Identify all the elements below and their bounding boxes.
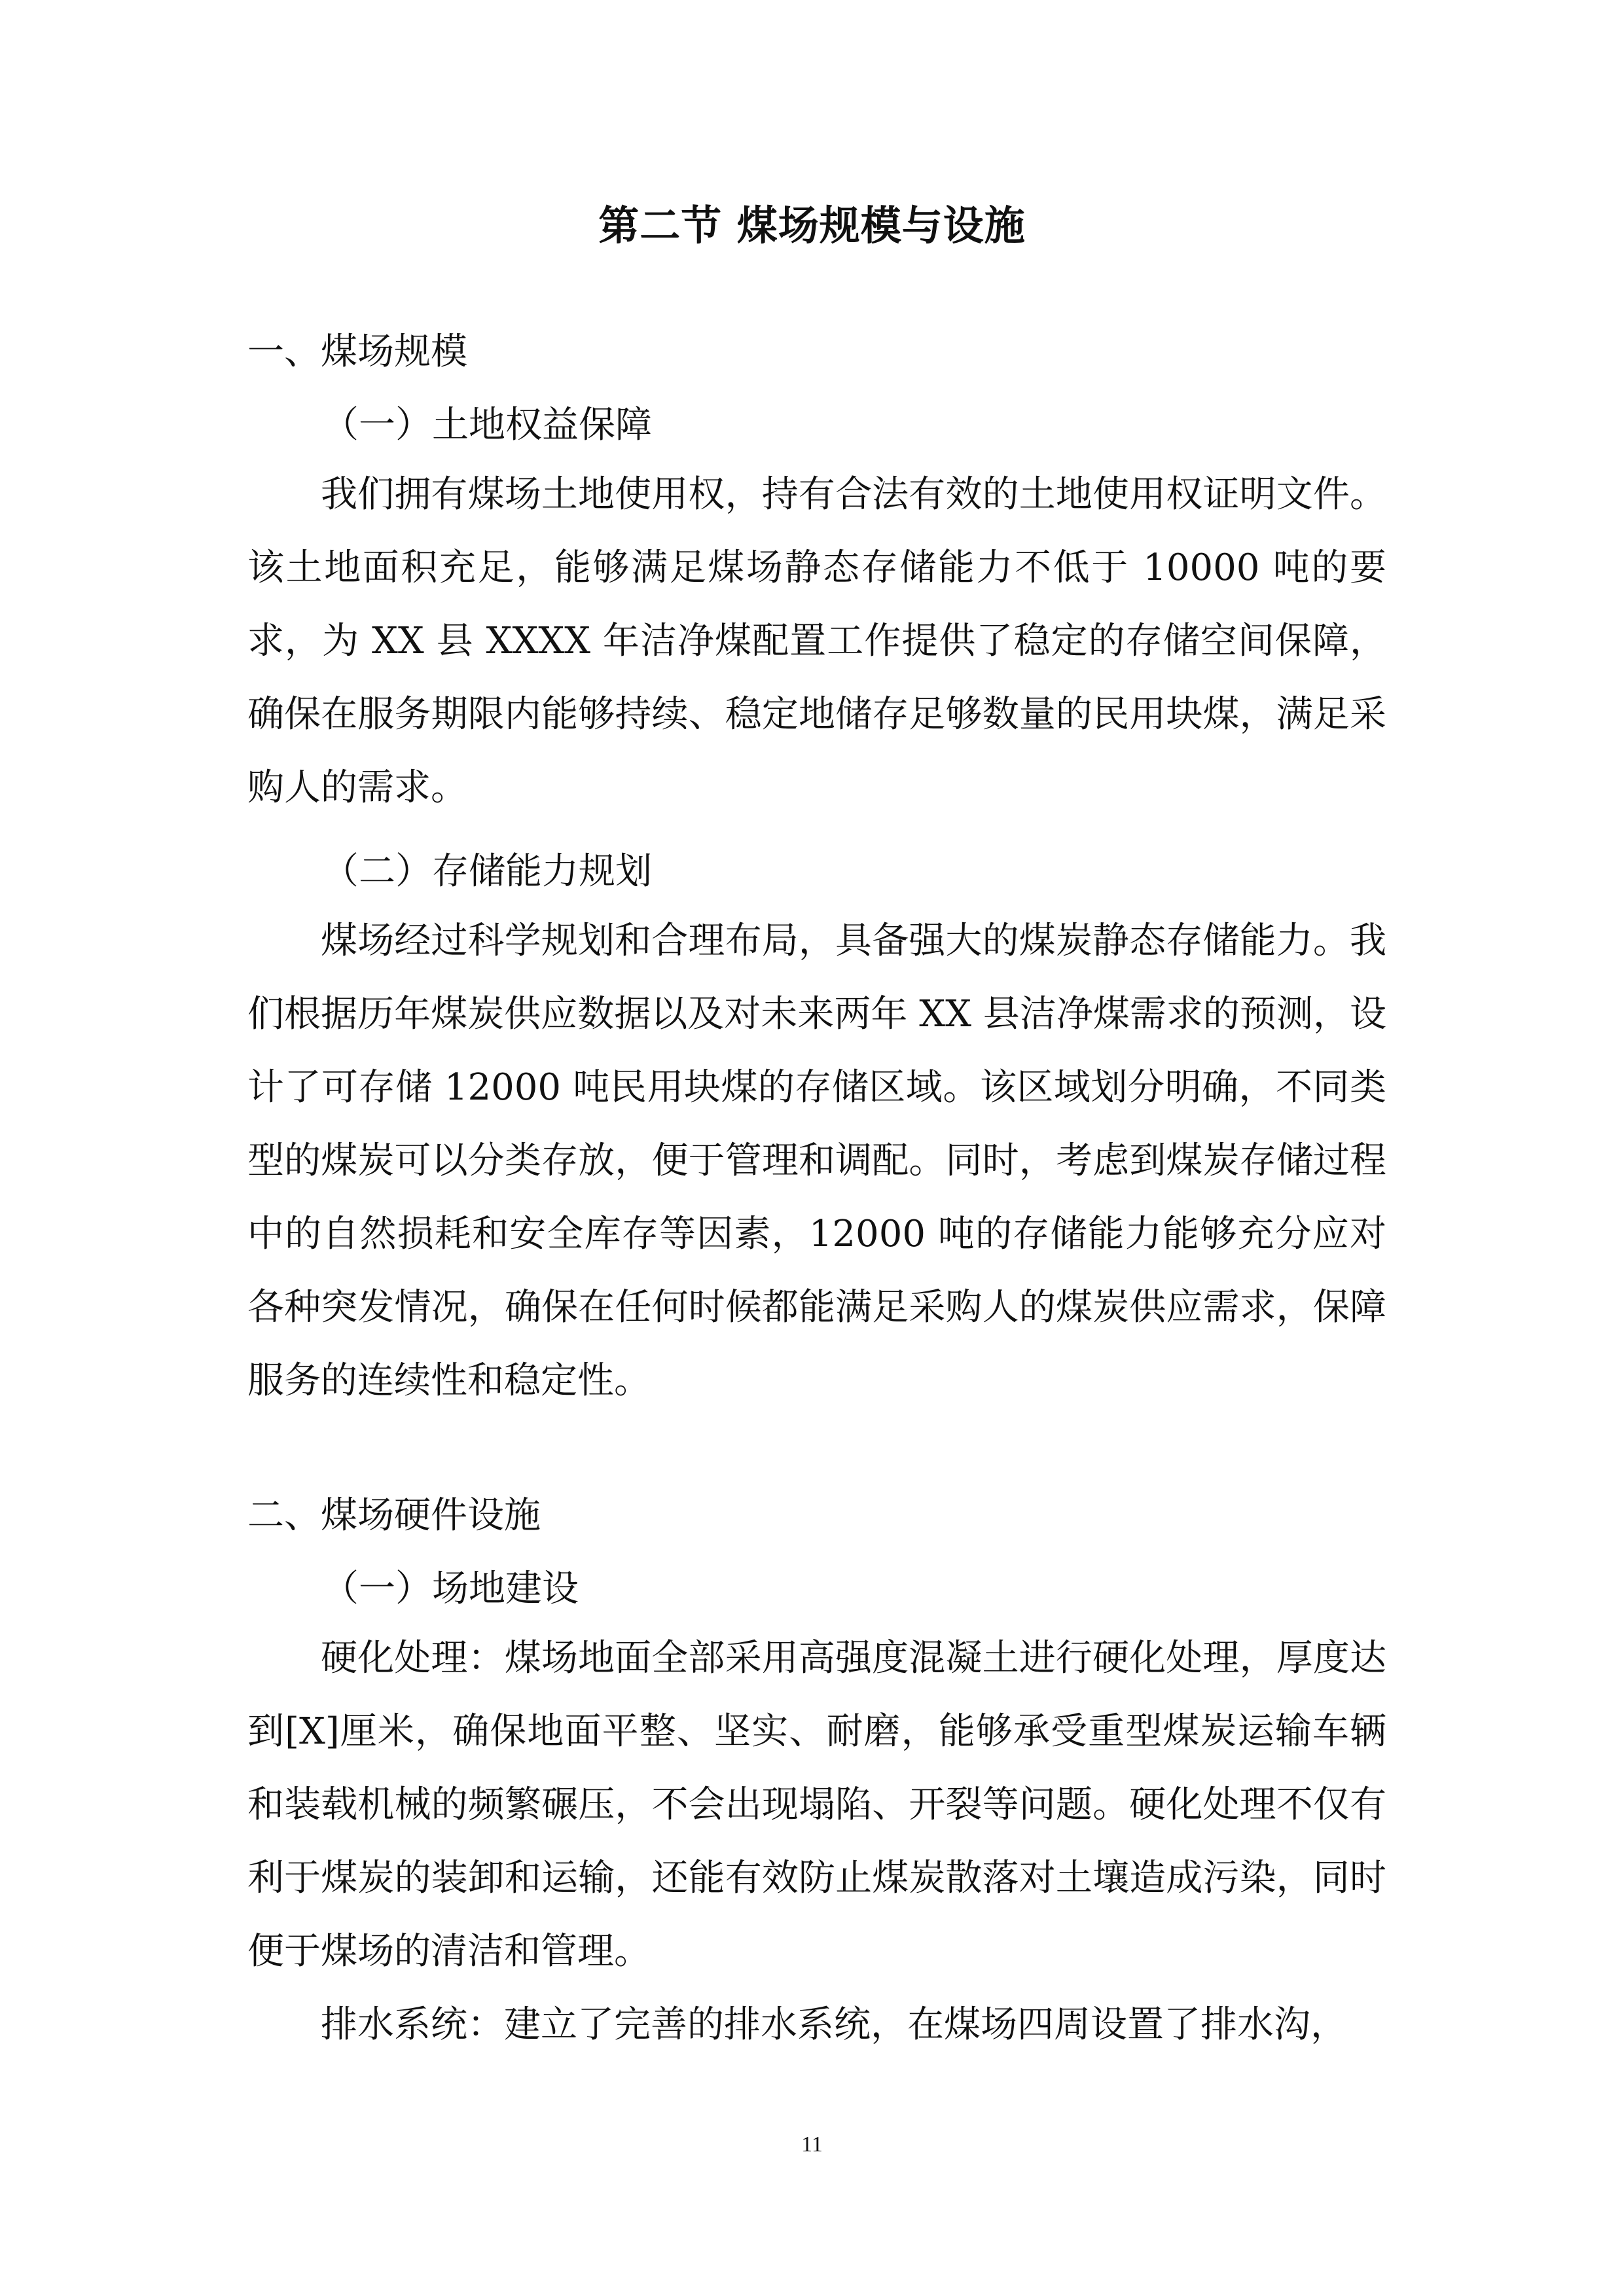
section-title: 第二节 煤场规模与设施 <box>598 202 1026 249</box>
paragraph-land-rights: 我们拥有煤场土地使用权，持有合法有效的土地使用权证明文件。该土地面积充足，能够满足煤场静态存储能力不低于 10000 吨的要求，为 XX 县 XXXX 年洁净煤配置工作提供了稳定的存储空间保障，确保在服务期限内能够持续、稳定地储存足够数量的民用块煤，满足采购人的需求。 <box>247 473 1386 809</box>
heading-coal-yard-scale: 一、煤场规模 <box>247 331 467 373</box>
subheading-site-construction: （一）场地建设 <box>322 1568 579 1610</box>
paragraph-storage-capacity: 煤场经过科学规划和合理布局，具备强大的煤炭静态存储能力。我们根据历年煤炭供应数据以及对未来两年 XX 县洁净煤需求的预测，设计了可存储 12000 吨民用块煤的存储区域。该区域划分明确，不同类型的煤炭可以分类存放，便于管理和调配。同时，考虑到煤炭存储过程中的自然损耗和安全库存等因素，12000 吨的存储能力能够充分应对各种突发情况，确保在任何时候都能满足采购人的煤炭供应需求，保障服务的连续性和稳定性。 <box>247 920 1386 1402</box>
heading-hardware-facilities: 二、煤场硬件设施 <box>247 1494 541 1537</box>
paragraph-drainage: 排水系统：建立了完善的排水系统，在煤场四周设置了排水沟， <box>321 2003 1347 2046</box>
paragraph-hardening: 硬化处理：煤场地面全部采用高强度混凝土进行硬化处理，厚度达到[X]厘米，确保地面平整、坚实、耐磨，能够承受重型煤炭运输车辆和装载机械的频繁碾压，不会出现塌陷、开裂等问题。硬化处理不仅有利于煤炭的装卸和运输，还能有效防止煤炭散落对土壤造成污染，同时便于煤场的清洁和管理。 <box>247 1637 1386 1973</box>
subheading-land-rights: （一）土地权益保障 <box>322 404 652 446</box>
page-number: 11 <box>801 2132 823 2157</box>
subheading-storage-capacity: （二）存储能力规划 <box>322 850 652 893</box>
